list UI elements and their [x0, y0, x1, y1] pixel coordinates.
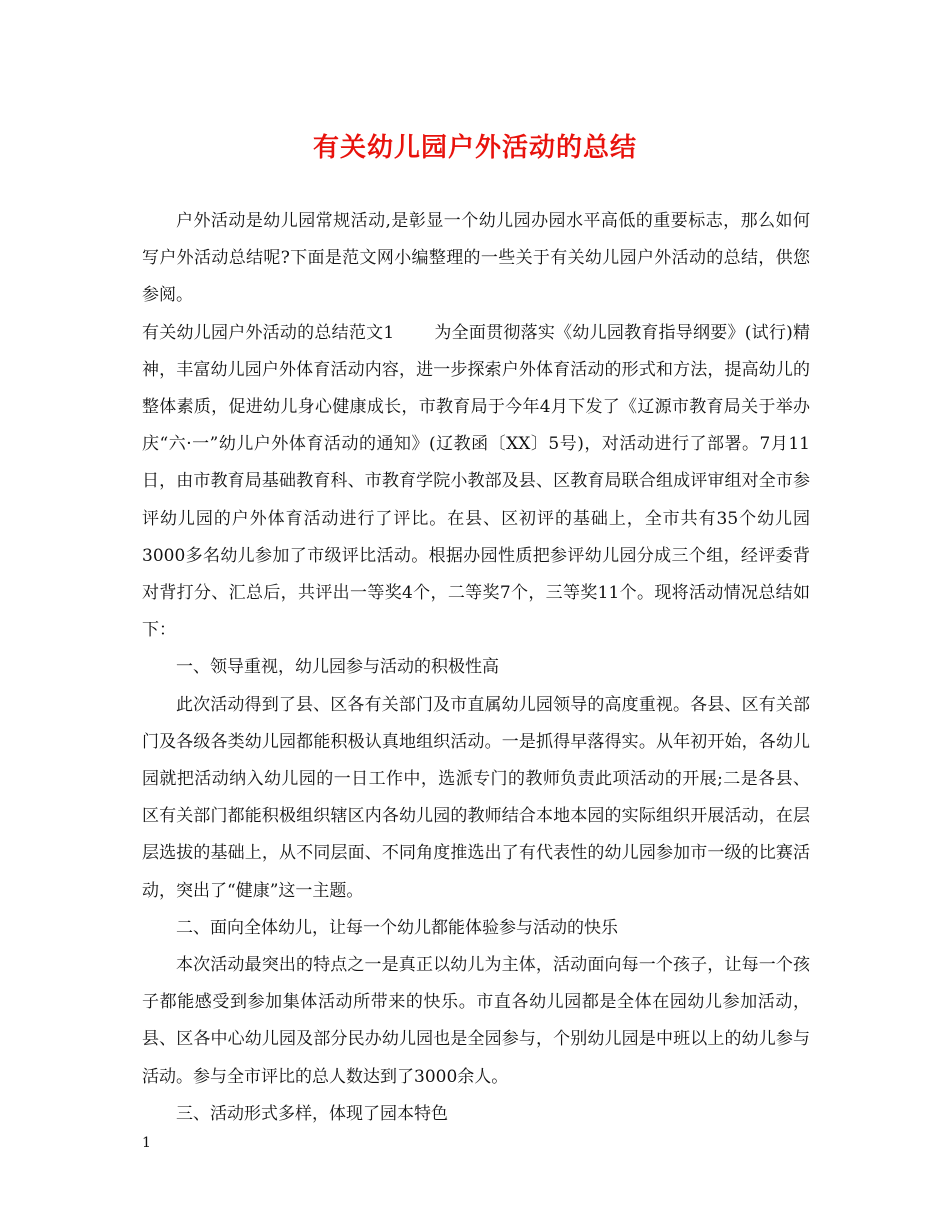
document-title: 有关幼儿园户外活动的总结	[312, 133, 637, 163]
sample-paragraph	[142, 315, 810, 650]
page-number: 1	[142, 1135, 151, 1151]
intro-paragraph: 户外活动是幼儿园常规活动,是彰显一个幼儿园办园水平高低的重要标志，那么如何写户外活动总结呢?下面是范文网小编整理的一些关于有关幼儿园户外活动的总结，供您参阅。	[142, 211, 810, 306]
document-body	[142, 203, 810, 1133]
section1-body: 此次活动得到了县、区各有关部门及市直属幼儿园领导的高度重视。各县、区有关部门及各级各类幼儿园都能积极认真地组织活动。一是抓得早落得实。从年初开始，各幼儿园就把活动纳入幼儿园的一日工作中，选派专门的教师负责此项活动的开展;二是各县、区有关部门都能积极组织辖区内各幼儿园的教师结合本地本园的实际组织开展活动，在层层选拔的基础上，从不同层面、不同角度推选出了有代表性的幼儿园参加市一级的比赛活动，突出了“健康”这一主题。	[142, 694, 810, 901]
section2-body: 本次活动最突出的特点之一是真正以幼儿为主体，活动面向每一个孩子，让每一个孩子都能感受到参加集体活动所带来的快乐。市直各幼儿园都是全体在园幼儿参加活动，县、区各中心幼儿园及部分民办幼儿园也是全园参与，个别幼儿园是中班以上的幼儿参与活动。参与全市评比的总人数达到了3000余人。	[142, 955, 810, 1087]
section2-heading: 二、面向全体幼儿，让每一个幼儿都能体验参与活动的快乐	[176, 917, 618, 938]
section3-heading: 三、活动形式多样，体现了园本特色	[176, 1103, 448, 1124]
sample-heading: 有关幼儿园户外活动的总结范文1	[142, 322, 395, 343]
sample-opening: 为全面贯彻落实《幼儿园教育指导纲要》(试行)精神，丰富幼儿园户外体育活动内容，进一步探索户外体育活动的形式和方法，提高幼儿的整体素质，促进幼儿身心健康成长，市教育局于今年4月下发了《辽源市教育局关于举办庆“六·一”幼儿户外体育活动的通知》(辽教函〔XX〕5号)，对活动进行了部署。7月11日，由市教育局基础教育科、市教育学院小教部及县、区教育局联合组成评审组对全市参评幼儿园的户外体育活动进行了评比。在县、区初评的基础上，全市共有35个幼儿园3000多名幼儿参加了市级评比活动。根据办园性质把参评幼儿园分成三个组，经评委背对背打分、汇总后，共评出一等奖4个，二等奖7个，三等奖11个。现将活动情况总结如下：	[142, 322, 810, 641]
section1-heading: 一、领导重视，幼儿园参与活动的积极性高	[176, 657, 499, 678]
